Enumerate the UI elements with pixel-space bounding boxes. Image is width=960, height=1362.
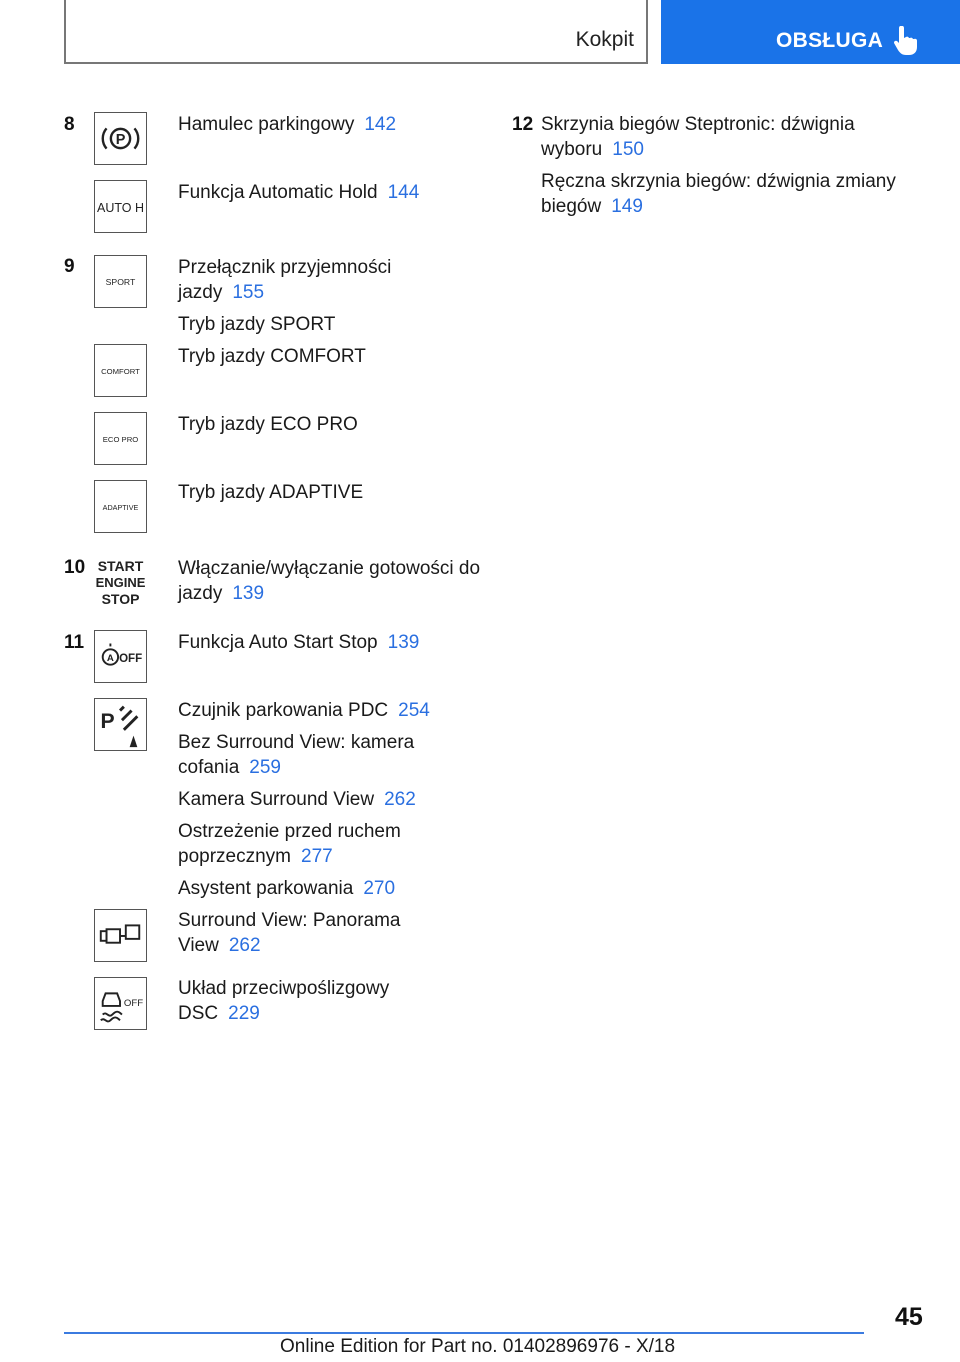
svg-text:SPORT: SPORT [105, 276, 136, 287]
page-link[interactable]: 149 [611, 196, 643, 217]
entry-label: Ręczna skrzynia biegów: dźwignia zmiany biegów [541, 171, 896, 217]
adaptive-mode-icon [94, 480, 147, 533]
item-number: 8 [64, 114, 75, 135]
item-number: 10 [64, 557, 86, 578]
chapter-header [64, 0, 648, 64]
item-number: 9 [64, 256, 75, 277]
entry-label: Przełącznik przyjemności jazdy [178, 257, 392, 303]
index-entry [178, 876, 483, 901]
svg-text:OFF: OFF [123, 997, 144, 1009]
svg-text:STOP: STOP [101, 591, 140, 607]
entry-label: Skrzynia biegów Steptronic: dźwignia wyboru [541, 114, 855, 160]
page-link[interactable]: 254 [398, 700, 430, 721]
page-link[interactable]: 155 [232, 282, 265, 303]
index-entry: Tryb jazdy SPORT [178, 314, 336, 335]
page-link[interactable]: 229 [228, 1003, 260, 1024]
item-number: 11 [64, 632, 85, 653]
page-link[interactable]: 259 [249, 757, 281, 778]
entry-label: Asystent parkowania [178, 878, 354, 899]
pointing-hand-icon [893, 26, 921, 56]
index-entry: Tryb jazdy ECO PRO [178, 414, 358, 435]
svg-text:ENGINE: ENGINE [95, 575, 146, 590]
page-link[interactable]: 139 [387, 632, 420, 653]
index-entry [178, 730, 468, 780]
entry-label: Układ przeciwpoślizgowy DSC [178, 978, 390, 1024]
index-entry [178, 976, 408, 1026]
index-entry [541, 112, 901, 162]
svg-text:START: START [97, 558, 144, 574]
footer-rule [64, 1332, 864, 1334]
index-entry [178, 180, 483, 205]
svg-text:ADAPTIVE: ADAPTIVE [102, 502, 139, 512]
index-entry [178, 698, 483, 723]
svg-text:OFF: OFF [119, 652, 143, 665]
entry-label: Kamera Surround View [178, 789, 375, 810]
edition-footer: Online Edition for Part no. 01402896976 - X/18 [280, 1336, 676, 1357]
index-entry [178, 556, 483, 606]
svg-text:AUTO H: AUTO H [97, 200, 144, 215]
page-link[interactable]: 144 [387, 182, 420, 203]
chapter-title: Kokpit [575, 28, 634, 51]
entry-label: Bez Surround View: kamera cofania [178, 732, 415, 778]
page-number: 45 [895, 1303, 923, 1331]
svg-text:A: A [106, 652, 114, 664]
entry-label: Funkcja Automatic Hold [178, 182, 378, 203]
page-link[interactable]: 150 [612, 139, 644, 160]
park-distance-control-icon [94, 698, 147, 751]
index-entry [178, 255, 398, 305]
page-link[interactable]: 270 [363, 878, 396, 899]
dsc-off-icon [94, 977, 147, 1030]
entry-label: Funkcja Auto Start Stop [178, 632, 378, 653]
entry-label: Surround View: Panorama View [178, 910, 401, 956]
entry-label: Hamulec parkingowy [178, 114, 355, 135]
index-entry [541, 169, 901, 219]
svg-text:COMFORT: COMFORT [101, 366, 140, 376]
index-entry [178, 908, 418, 958]
index-entry [178, 787, 483, 812]
auto-hold-icon [94, 180, 147, 233]
section-tab-label: OBSŁUGA [776, 29, 884, 52]
page-link[interactable]: 262 [384, 789, 416, 810]
entry-label: Włączanie/wyłączanie gotowości do jazdy [178, 558, 481, 604]
entry-label: Czujnik parkowania PDC [178, 700, 389, 721]
index-entry [178, 819, 458, 869]
page-link[interactable]: 142 [364, 114, 397, 135]
parking-brake-icon [94, 112, 147, 165]
index-entry [178, 630, 483, 655]
start-engine-stop-icon [94, 556, 147, 609]
page-link[interactable]: 139 [232, 583, 265, 604]
sport-mode-icon [94, 255, 147, 308]
item-number: 12 [512, 114, 534, 135]
comfort-mode-icon [94, 344, 147, 397]
svg-text:P: P [115, 131, 126, 148]
index-entry: Tryb jazdy ADAPTIVE [178, 482, 364, 503]
index-entry [178, 112, 483, 137]
eco-pro-mode-icon [94, 412, 147, 465]
page-link[interactable]: 262 [228, 935, 261, 956]
index-entry: Tryb jazdy COMFORT [178, 346, 366, 367]
panorama-view-icon [94, 909, 147, 962]
entry-label: Ostrzeżenie przed ruchem poprzecznym [178, 821, 401, 867]
page-link[interactable]: 277 [301, 846, 333, 867]
svg-text:ECO PRO: ECO PRO [102, 434, 139, 444]
auto-start-stop-off-icon [94, 630, 147, 683]
svg-text:P: P [100, 709, 115, 733]
